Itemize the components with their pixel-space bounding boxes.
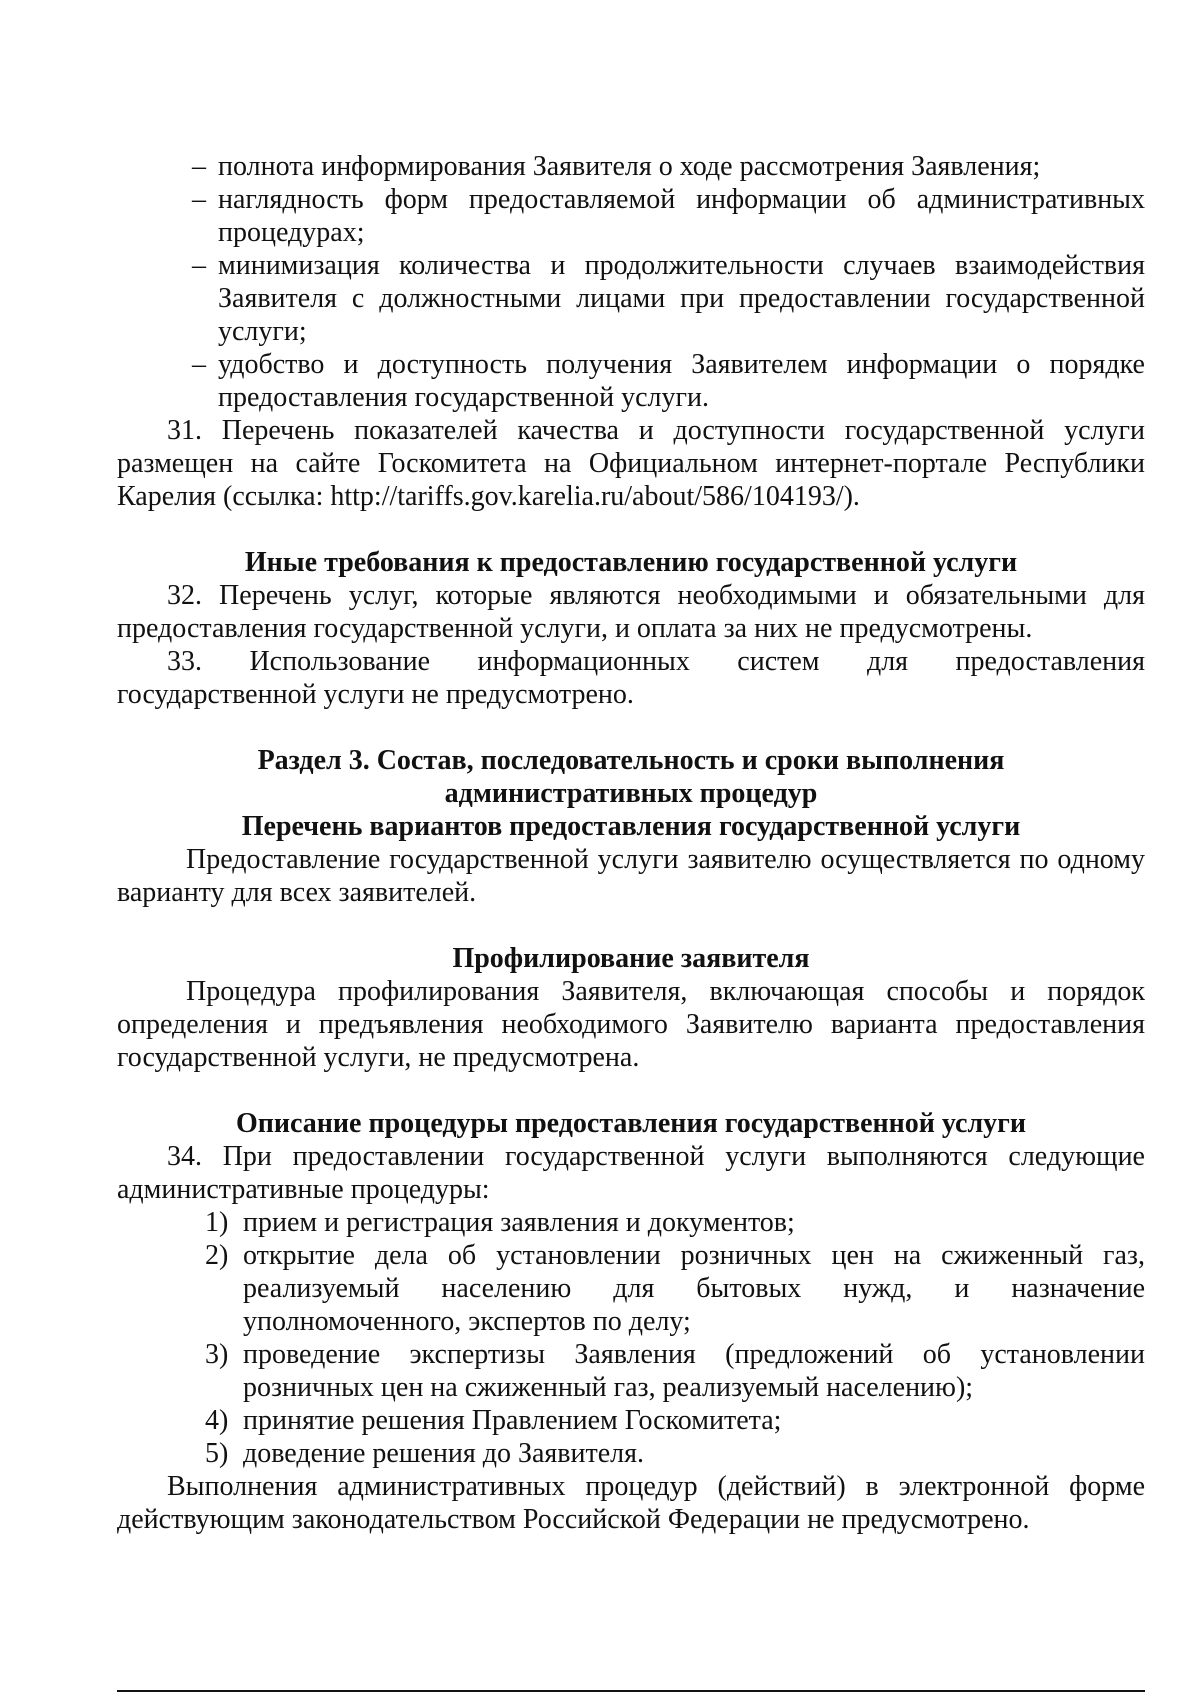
paragraph-electronic-form: Выполнения административных процедур (действий) в электронной форме действующим законодательством Российской Федерации не предусмотрено. xyxy=(117,1471,1145,1535)
spacer xyxy=(117,909,1145,942)
list-item-number: 4) xyxy=(205,1405,229,1436)
heading-variants: Перечень вариантов предоставления государственной услуги xyxy=(241,811,1021,842)
paragraph-profiling: Процедура профилирования Заявителя, включающая способы и порядок определения и предъявления необходимого Заявителю варианта предоставления государственной услуги, не предусмотрена. xyxy=(117,976,1145,1073)
spacer xyxy=(117,513,1145,546)
heading-section-3-line-2: административных процедур xyxy=(444,778,818,809)
list-item-number: 1) xyxy=(205,1207,229,1238)
bullet-item: – удобство и доступность получения Заявителем информации о порядке предоставления государственной услуги. xyxy=(117,348,1145,414)
paragraph-32: 32. Перечень услуг, которые являются необходимыми и обязательными для предоставления государственной услуги, и оплата за них не предусмотрены. xyxy=(117,580,1145,644)
list-item-text: проведение экспертизы Заявления (предложений об установлении розничных цен на сжиженный газ, реализуемый населению); xyxy=(243,1339,1145,1403)
bullet-item: – минимизация количества и продолжительности случаев взаимодействия Заявителя с должностными лицами при предоставлении государственной услуги; xyxy=(117,249,1145,348)
list-item xyxy=(117,1437,1145,1470)
paragraph-33: 33. Использование информационных систем для предоставления государственной услуги не предусмотрено. xyxy=(117,646,1145,710)
footer-rule xyxy=(117,1690,1145,1692)
document-page xyxy=(117,150,1145,1536)
bullet-item: – наглядность форм предоставляемой информации об административных процедурах; xyxy=(117,183,1145,249)
list-item-text: открытие дела об установлении розничных цен на сжиженный газ, реализуемый населению для бытовых нужд, и назначение уполномоченного, экспертов по делу; xyxy=(243,1240,1145,1337)
list-item-text: прием и регистрация заявления и документов; xyxy=(243,1207,795,1238)
list-item-text: принятие решения Правлением Госкомитета; xyxy=(243,1405,782,1436)
spacer xyxy=(117,711,1145,744)
heading-other-requirements: Иные требования к предоставлению государственной услуги xyxy=(244,547,1018,578)
list-item xyxy=(117,1239,1145,1338)
paragraph-variants: Предоставление государственной услуги заявителю осуществляется по одному варианту для всех заявителей. xyxy=(117,844,1145,908)
heading-section-3-line-1: Раздел 3. Состав, последовательность и сроки выполнения xyxy=(257,745,1005,776)
list-item xyxy=(117,1206,1145,1239)
paragraph-34: 34. При предоставлении государственной услуги выполняются следующие административные процедуры: xyxy=(117,1141,1145,1205)
list-item-number: 2) xyxy=(205,1240,229,1271)
spacer xyxy=(117,1074,1145,1107)
list-item-number: 5) xyxy=(205,1438,229,1469)
paragraph-31: 31. Перечень показателей качества и доступности государственной услуги размещен на сайте Госкомитета на Официальном интернет-портале Республики Карелия (ссылка: http://tariffs.gov.karelia.ru/about/586/104193/). xyxy=(117,415,1145,512)
list-item xyxy=(117,1404,1145,1437)
list-item xyxy=(117,1338,1145,1404)
heading-profiling: Профилирование заявителя xyxy=(452,943,810,974)
bullet-item: – полнота информирования Заявителя о ходе рассмотрения Заявления; xyxy=(117,150,1145,183)
list-item-number: 3) xyxy=(205,1339,229,1370)
list-item-text: доведение решения до Заявителя. xyxy=(243,1438,644,1469)
heading-procedure-description: Описание процедуры предоставления государственной услуги xyxy=(235,1108,1027,1139)
